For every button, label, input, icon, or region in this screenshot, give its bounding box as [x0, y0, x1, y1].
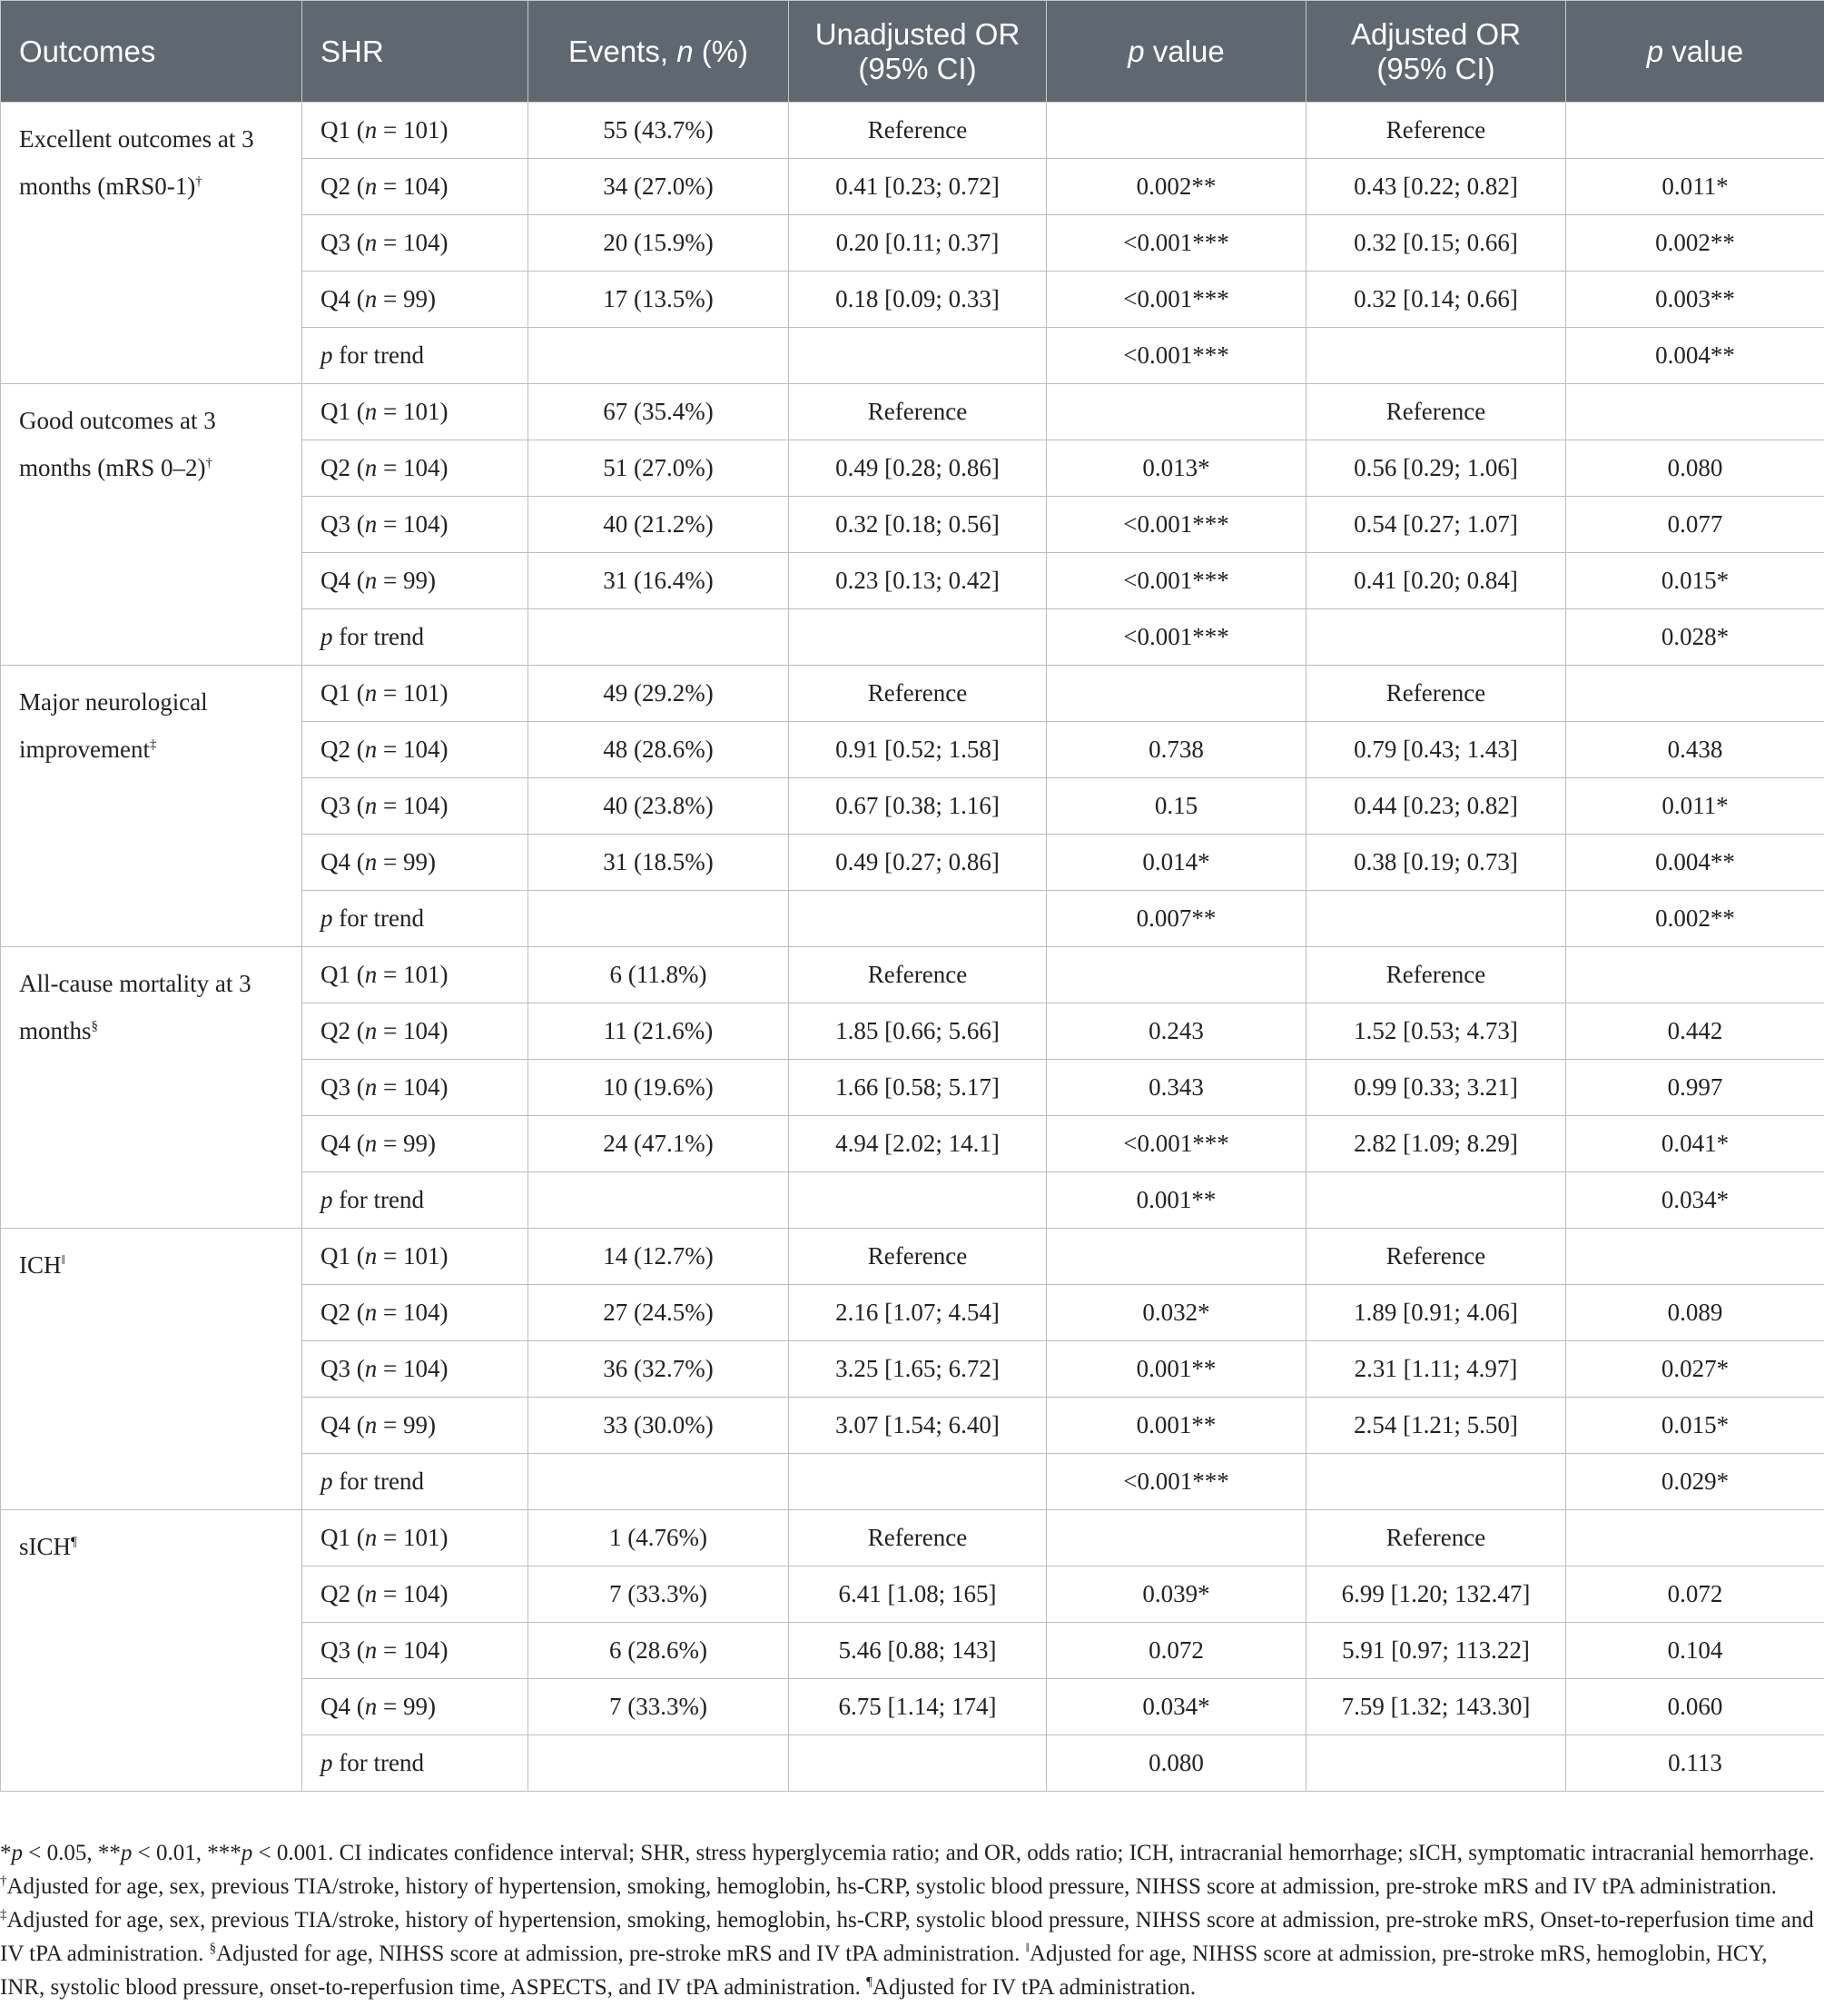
shr-cell: Q3 (n = 104)	[302, 778, 528, 835]
header-row	[1, 1, 1824, 103]
events-cell: 17 (13.5%)	[528, 272, 789, 328]
unadjusted-or-cell: 0.32 [0.18; 0.56]	[789, 497, 1047, 553]
outcome-label: Major neurological improvement‡	[1, 666, 302, 947]
header-unadjusted-or: Unadjusted OR (95% CI)	[789, 1, 1047, 103]
shr-cell: Q4 (n = 99)	[302, 835, 528, 891]
table-row	[1, 666, 1824, 722]
p-value-unadjusted-cell: 0.738	[1047, 722, 1306, 778]
unadjusted-or-cell: 4.94 [2.02; 14.1]	[789, 1116, 1047, 1172]
adjusted-or-cell: 6.99 [1.20; 132.47]	[1306, 1566, 1566, 1623]
outcome-label: ICH‖	[1, 1229, 302, 1510]
p-value-adjusted-cell: 0.015*	[1566, 1398, 1824, 1454]
adjusted-or-cell	[1306, 891, 1566, 947]
p-value-unadjusted-cell: 0.039*	[1047, 1566, 1306, 1623]
p-value-adjusted-cell: 0.002**	[1566, 891, 1824, 947]
shr-cell: p for trend	[302, 1172, 528, 1229]
p-value-adjusted-cell: 0.003**	[1566, 272, 1824, 328]
table-row	[1, 1510, 1824, 1566]
adjusted-or-cell: 1.52 [0.53; 4.73]	[1306, 1003, 1566, 1060]
shr-cell: Q1 (n = 101)	[302, 1510, 528, 1566]
adjusted-or-cell: 0.32 [0.14; 0.66]	[1306, 272, 1566, 328]
p-value-adjusted-cell: 0.029*	[1566, 1454, 1824, 1510]
unadjusted-or-cell: Reference	[789, 384, 1047, 440]
adjusted-or-cell: 0.32 [0.15; 0.66]	[1306, 215, 1566, 272]
table-row	[1, 103, 1824, 159]
adjusted-or-cell	[1306, 1454, 1566, 1510]
shr-cell: Q4 (n = 99)	[302, 553, 528, 609]
shr-cell: Q2 (n = 104)	[302, 1566, 528, 1623]
p-value-unadjusted-cell: 0.072	[1047, 1623, 1306, 1679]
shr-cell: p for trend	[302, 609, 528, 666]
events-cell: 31 (16.4%)	[528, 553, 789, 609]
p-value-unadjusted-cell	[1047, 1229, 1306, 1285]
footnote-mark: †	[195, 174, 202, 189]
p-value-unadjusted-cell: 0.080	[1047, 1735, 1306, 1792]
adjusted-or-cell	[1306, 328, 1566, 384]
table-row	[1, 1229, 1824, 1285]
adjusted-or-cell: 0.79 [0.43; 1.43]	[1306, 722, 1566, 778]
p-value-adjusted-cell	[1566, 103, 1824, 159]
p-value-adjusted-cell: 0.011*	[1566, 159, 1824, 215]
shr-cell: Q1 (n = 101)	[302, 103, 528, 159]
p-value-unadjusted-cell	[1047, 947, 1306, 1003]
unadjusted-or-cell	[789, 891, 1047, 947]
p-value-unadjusted-cell: <0.001***	[1047, 1454, 1306, 1510]
adjusted-or-cell: 7.59 [1.32; 143.30]	[1306, 1679, 1566, 1735]
unadjusted-or-cell: Reference	[789, 947, 1047, 1003]
adjusted-or-cell: 0.54 [0.27; 1.07]	[1306, 497, 1566, 553]
p-value-unadjusted-cell	[1047, 384, 1306, 440]
adjusted-or-cell: 2.82 [1.09; 8.29]	[1306, 1116, 1566, 1172]
adjusted-or-cell: 0.41 [0.20; 0.84]	[1306, 553, 1566, 609]
events-cell: 48 (28.6%)	[528, 722, 789, 778]
unadjusted-or-cell	[789, 1454, 1047, 1510]
events-cell: 11 (21.6%)	[528, 1003, 789, 1060]
footnote-mark: §	[91, 1019, 99, 1033]
adjusted-or-cell: 1.89 [0.91; 4.06]	[1306, 1285, 1566, 1341]
events-cell: 27 (24.5%)	[528, 1285, 789, 1341]
p-value-adjusted-cell	[1566, 384, 1824, 440]
events-cell: 36 (32.7%)	[528, 1341, 789, 1398]
events-cell: 7 (33.3%)	[528, 1679, 789, 1735]
p-value-unadjusted-cell: 0.013*	[1047, 440, 1306, 497]
adjusted-or-cell: Reference	[1306, 666, 1566, 722]
adjusted-or-cell: 5.91 [0.97; 113.22]	[1306, 1623, 1566, 1679]
p-value-unadjusted-cell: 0.007**	[1047, 891, 1306, 947]
adjusted-or-cell	[1306, 609, 1566, 666]
p-value-adjusted-cell	[1566, 1229, 1824, 1285]
shr-cell: Q2 (n = 104)	[302, 440, 528, 497]
p-value-adjusted-cell: 0.997	[1566, 1060, 1824, 1116]
unadjusted-or-cell	[789, 609, 1047, 666]
shr-cell: Q3 (n = 104)	[302, 215, 528, 272]
events-cell: 49 (29.2%)	[528, 666, 789, 722]
unadjusted-or-cell: 0.23 [0.13; 0.42]	[789, 553, 1047, 609]
p-value-adjusted-cell: 0.080	[1566, 440, 1824, 497]
events-cell	[528, 1172, 789, 1229]
p-value-adjusted-cell	[1566, 666, 1824, 722]
events-cell: 14 (12.7%)	[528, 1229, 789, 1285]
unadjusted-or-cell: 0.49 [0.28; 0.86]	[789, 440, 1047, 497]
shr-cell: Q3 (n = 104)	[302, 1341, 528, 1398]
unadjusted-or-cell: 6.75 [1.14; 174]	[789, 1679, 1047, 1735]
events-cell: 40 (23.8%)	[528, 778, 789, 835]
events-cell: 1 (4.76%)	[528, 1510, 789, 1566]
shr-cell: Q3 (n = 104)	[302, 497, 528, 553]
table-footnote: *p < 0.05, **p < 0.01, ***p < 0.001. CI indicates confidence interval; SHR, stress hyperglycemia ratio; and OR, odds ratio; ICH, intracranial hemorrhage; sICH, symptomatic intracranial hemorrhage. †Adjusted for age, sex, previous TIA/stroke, history of hypertension, smoking, hemoglobin, hs-CRP, systolic blood pressure, NIHSS score at admission, pre-stroke mRS and IV tPA administration. ‡Adjusted for age, sex, previous TIA/stroke, history of hypertension, smoking, hemoglobin, hs-CRP, systolic blood pressure, NIHSS score at admission, pre-stroke mRS, Onset-to-reperfusion time and IV tPA administration. §Adjusted for age, NIHSS score at admission, pre-stroke mRS and IV tPA administration. ‖Adjusted for age, NIHSS score at admission, pre-stroke mRS, hemoglobin, HCY, INR, systolic blood pressure, onset-to-reperfusion time, ASPECTS, and IV tPA administration. ¶Adjusted for IV tPA administration.	[0, 1841, 1815, 2000]
events-cell: 55 (43.7%)	[528, 103, 789, 159]
p-value-adjusted-cell	[1566, 1510, 1824, 1566]
p-value-adjusted-cell: 0.015*	[1566, 553, 1824, 609]
unadjusted-or-cell: 5.46 [0.88; 143]	[789, 1623, 1047, 1679]
header-shr: SHR	[302, 1, 528, 103]
unadjusted-or-cell	[789, 1172, 1047, 1229]
table-row	[1, 947, 1824, 1003]
footnote-mark: ‖	[61, 1253, 65, 1268]
events-cell	[528, 1454, 789, 1510]
shr-cell: Q2 (n = 104)	[302, 722, 528, 778]
events-cell	[528, 1735, 789, 1792]
adjusted-or-cell: 0.56 [0.29; 1.06]	[1306, 440, 1566, 497]
p-value-adjusted-cell: 0.028*	[1566, 609, 1824, 666]
header-outcomes: Outcomes	[1, 1, 302, 103]
adjusted-or-cell	[1306, 1735, 1566, 1792]
unadjusted-or-cell: Reference	[789, 1510, 1047, 1566]
p-value-adjusted-cell: 0.104	[1566, 1623, 1824, 1679]
header-p-value-adjusted: p value	[1566, 1, 1824, 103]
header-p-value-unadjusted: p value	[1047, 1, 1306, 103]
events-cell: 33 (30.0%)	[528, 1398, 789, 1454]
shr-cell: Q2 (n = 104)	[302, 1003, 528, 1060]
adjusted-or-cell: 2.54 [1.21; 5.50]	[1306, 1398, 1566, 1454]
p-value-unadjusted-cell: 0.243	[1047, 1003, 1306, 1060]
shr-cell: Q4 (n = 99)	[302, 1116, 528, 1172]
adjusted-or-cell: Reference	[1306, 103, 1566, 159]
shr-cell: p for trend	[302, 891, 528, 947]
adjusted-or-cell: 0.99 [0.33; 3.21]	[1306, 1060, 1566, 1116]
p-value-unadjusted-cell: 0.034*	[1047, 1679, 1306, 1735]
footnote-mark: ¶	[71, 1535, 77, 1549]
events-cell: 6 (28.6%)	[528, 1623, 789, 1679]
p-value-unadjusted-cell: 0.001**	[1047, 1341, 1306, 1398]
p-value-adjusted-cell: 0.442	[1566, 1003, 1824, 1060]
unadjusted-or-cell: 3.07 [1.54; 6.40]	[789, 1398, 1047, 1454]
footnote-mark: †	[205, 456, 213, 470]
shr-cell: p for trend	[302, 1735, 528, 1792]
header-events: Events, n (%)	[528, 1, 789, 103]
p-value-unadjusted-cell: <0.001***	[1047, 328, 1306, 384]
adjusted-or-cell: 0.43 [0.22; 0.82]	[1306, 159, 1566, 215]
events-cell	[528, 891, 789, 947]
shr-cell: Q1 (n = 101)	[302, 947, 528, 1003]
shr-cell: Q2 (n = 104)	[302, 1285, 528, 1341]
unadjusted-or-cell: 0.41 [0.23; 0.72]	[789, 159, 1047, 215]
p-value-adjusted-cell: 0.072	[1566, 1566, 1824, 1623]
footnote-mark: ‡	[149, 737, 157, 752]
events-cell: 31 (18.5%)	[528, 835, 789, 891]
adjusted-or-cell: 0.44 [0.23; 0.82]	[1306, 778, 1566, 835]
shr-cell: Q1 (n = 101)	[302, 1229, 528, 1285]
unadjusted-or-cell	[789, 328, 1047, 384]
p-value-unadjusted-cell: <0.001***	[1047, 272, 1306, 328]
unadjusted-or-cell	[789, 1735, 1047, 1792]
adjusted-or-cell: 0.38 [0.19; 0.73]	[1306, 835, 1566, 891]
p-value-unadjusted-cell: 0.014*	[1047, 835, 1306, 891]
unadjusted-or-cell: 1.66 [0.58; 5.17]	[789, 1060, 1047, 1116]
events-cell: 7 (33.3%)	[528, 1566, 789, 1623]
p-value-unadjusted-cell: 0.001**	[1047, 1172, 1306, 1229]
p-value-adjusted-cell: 0.113	[1566, 1735, 1824, 1792]
p-value-unadjusted-cell	[1047, 103, 1306, 159]
unadjusted-or-cell: 1.85 [0.66; 5.66]	[789, 1003, 1047, 1060]
p-value-unadjusted-cell: 0.15	[1047, 778, 1306, 835]
unadjusted-or-cell: 0.91 [0.52; 1.58]	[789, 722, 1047, 778]
unadjusted-or-cell: 0.20 [0.11; 0.37]	[789, 215, 1047, 272]
unadjusted-or-cell: Reference	[789, 666, 1047, 722]
events-cell: 34 (27.0%)	[528, 159, 789, 215]
p-value-unadjusted-cell: <0.001***	[1047, 553, 1306, 609]
outcome-label: sICH¶	[1, 1510, 302, 1792]
p-value-adjusted-cell: 0.004**	[1566, 835, 1824, 891]
shr-cell: p for trend	[302, 1454, 528, 1510]
p-value-adjusted-cell: 0.002**	[1566, 215, 1824, 272]
events-cell	[528, 609, 789, 666]
adjusted-or-cell: Reference	[1306, 384, 1566, 440]
p-value-adjusted-cell	[1566, 947, 1824, 1003]
p-value-adjusted-cell: 0.077	[1566, 497, 1824, 553]
adjusted-or-cell: Reference	[1306, 1229, 1566, 1285]
p-value-unadjusted-cell	[1047, 1510, 1306, 1566]
events-cell: 10 (19.6%)	[528, 1060, 789, 1116]
p-value-adjusted-cell: 0.011*	[1566, 778, 1824, 835]
unadjusted-or-cell: 3.25 [1.65; 6.72]	[789, 1341, 1047, 1398]
adjusted-or-cell: 2.31 [1.11; 4.97]	[1306, 1341, 1566, 1398]
p-value-unadjusted-cell: 0.001**	[1047, 1398, 1306, 1454]
events-cell: 40 (21.2%)	[528, 497, 789, 553]
shr-cell: Q3 (n = 104)	[302, 1060, 528, 1116]
unadjusted-or-cell: 0.49 [0.27; 0.86]	[789, 835, 1047, 891]
events-cell: 20 (15.9%)	[528, 215, 789, 272]
header-adjusted-or: Adjusted OR (95% CI)	[1306, 1, 1566, 103]
unadjusted-or-cell: 6.41 [1.08; 165]	[789, 1566, 1047, 1623]
p-value-adjusted-cell: 0.438	[1566, 722, 1824, 778]
shr-cell: Q1 (n = 101)	[302, 384, 528, 440]
outcome-label: Good outcomes at 3 months (mRS 0–2)†	[1, 384, 302, 666]
unadjusted-or-cell: 0.67 [0.38; 1.16]	[789, 778, 1047, 835]
p-value-unadjusted-cell: 0.002**	[1047, 159, 1306, 215]
events-cell	[528, 328, 789, 384]
unadjusted-or-cell: Reference	[789, 103, 1047, 159]
outcome-label: All-cause mortality at 3 months§	[1, 947, 302, 1229]
events-cell: 67 (35.4%)	[528, 384, 789, 440]
shr-cell: Q3 (n = 104)	[302, 1623, 528, 1679]
unadjusted-or-cell: 2.16 [1.07; 4.54]	[789, 1285, 1047, 1341]
p-value-adjusted-cell: 0.041*	[1566, 1116, 1824, 1172]
shr-cell: Q1 (n = 101)	[302, 666, 528, 722]
p-value-unadjusted-cell: 0.343	[1047, 1060, 1306, 1116]
p-value-unadjusted-cell: <0.001***	[1047, 1116, 1306, 1172]
shr-cell: Q4 (n = 99)	[302, 1679, 528, 1735]
p-value-unadjusted-cell: 0.032*	[1047, 1285, 1306, 1341]
shr-cell: p for trend	[302, 328, 528, 384]
events-cell: 24 (47.1%)	[528, 1116, 789, 1172]
unadjusted-or-cell: 0.18 [0.09; 0.33]	[789, 272, 1047, 328]
p-value-unadjusted-cell: <0.001***	[1047, 215, 1306, 272]
shr-cell: Q4 (n = 99)	[302, 272, 528, 328]
table-body	[1, 103, 1824, 1792]
shr-cell: Q2 (n = 104)	[302, 159, 528, 215]
table-row	[1, 384, 1824, 440]
unadjusted-or-cell: Reference	[789, 1229, 1047, 1285]
shr-cell: Q4 (n = 99)	[302, 1398, 528, 1454]
events-cell: 6 (11.8%)	[528, 947, 789, 1003]
adjusted-or-cell: Reference	[1306, 947, 1566, 1003]
outcome-label: Excellent outcomes at 3 months (mRS0-1)†	[1, 103, 302, 384]
events-cell: 51 (27.0%)	[528, 440, 789, 497]
p-value-unadjusted-cell: <0.001***	[1047, 497, 1306, 553]
p-value-unadjusted-cell	[1047, 666, 1306, 722]
adjusted-or-cell: Reference	[1306, 1510, 1566, 1566]
p-value-adjusted-cell: 0.034*	[1566, 1172, 1824, 1229]
p-value-unadjusted-cell: <0.001***	[1047, 609, 1306, 666]
adjusted-or-cell	[1306, 1172, 1566, 1229]
p-value-adjusted-cell: 0.089	[1566, 1285, 1824, 1341]
p-value-adjusted-cell: 0.004**	[1566, 328, 1824, 384]
p-value-adjusted-cell: 0.027*	[1566, 1341, 1824, 1398]
p-value-adjusted-cell: 0.060	[1566, 1679, 1824, 1735]
